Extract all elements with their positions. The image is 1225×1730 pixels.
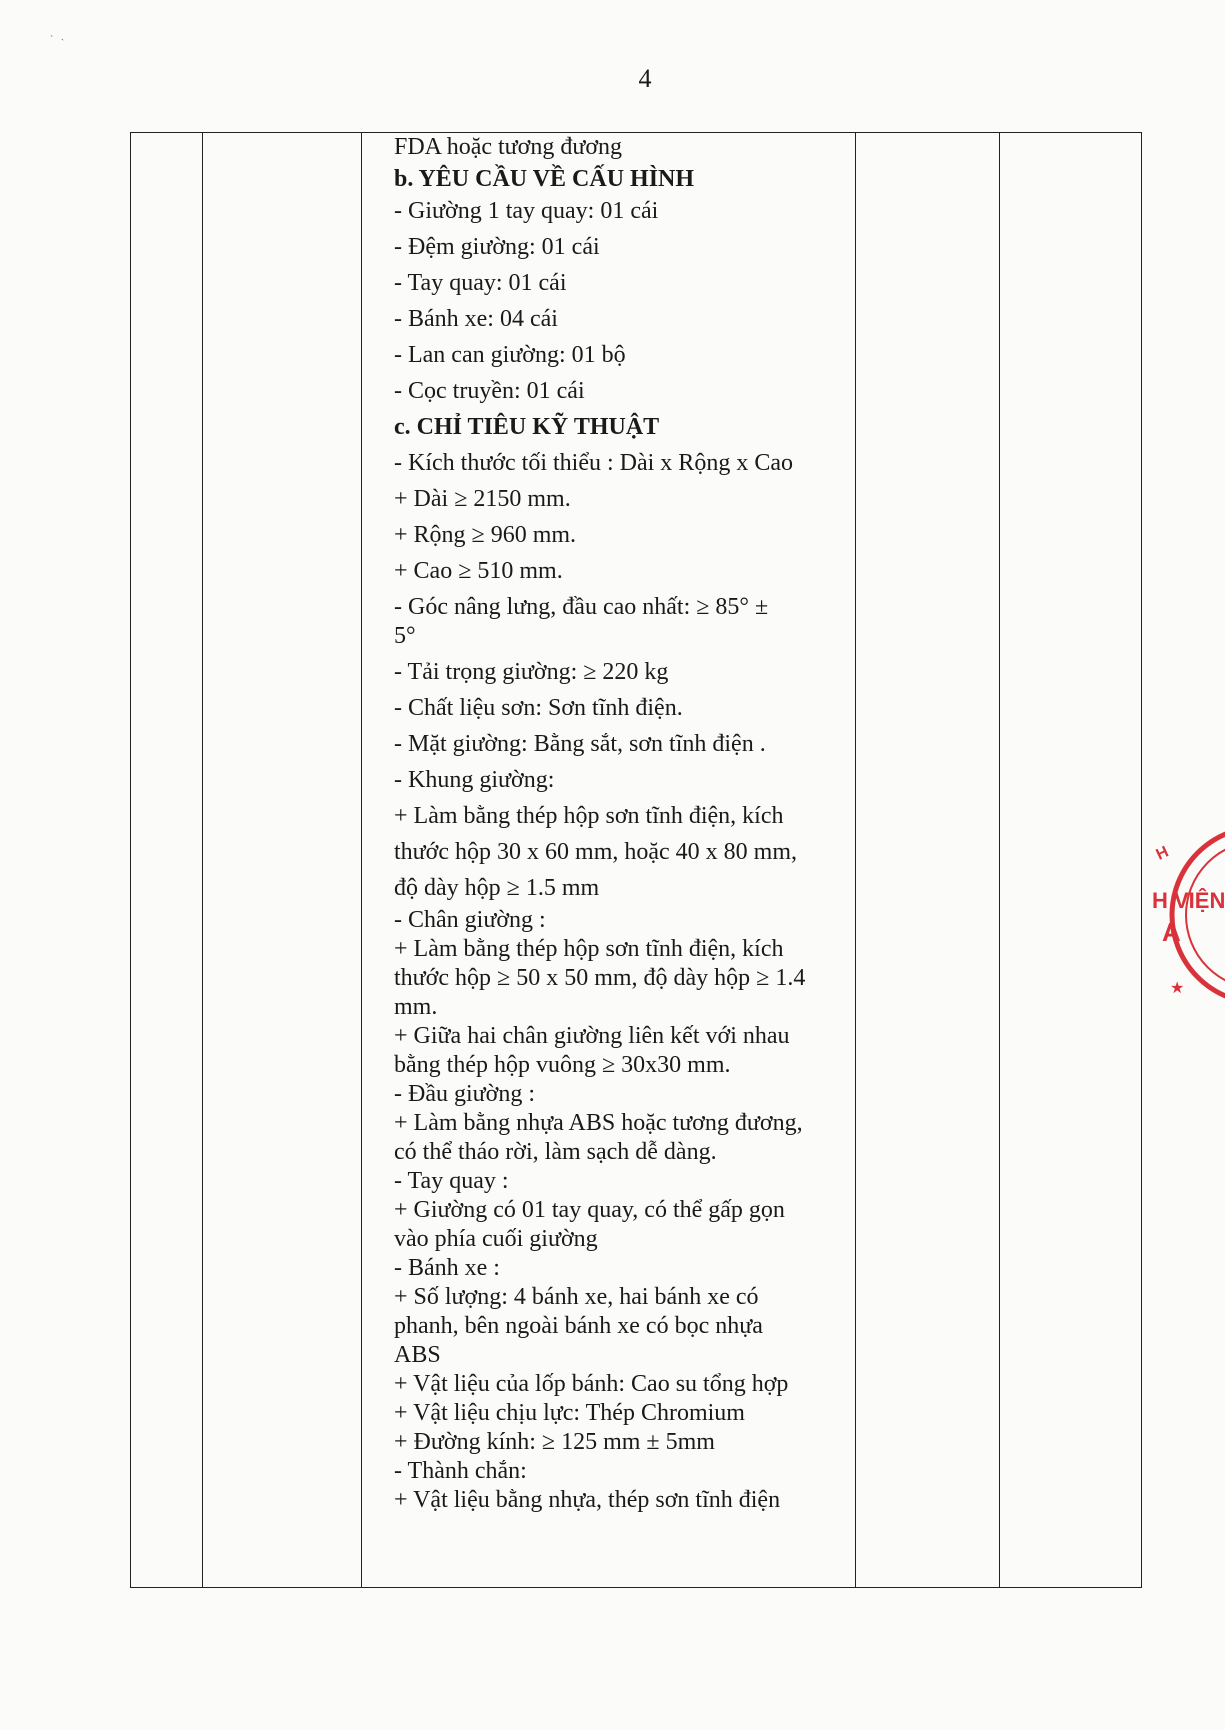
spec-line: - Thành chắn: (394, 1458, 527, 1484)
spec-line: FDA hoặc tương đương (394, 134, 623, 160)
spec-line: phanh, bên ngoài bánh xe có bọc nhựa (394, 1313, 763, 1339)
spec-line: - Tải trọng giường: ≥ 220 kg (394, 659, 669, 685)
spec-line: thước hộp ≥ 50 x 50 mm, độ dày hộp ≥ 1.4 (394, 965, 806, 991)
spec-line: + Số lượng: 4 bánh xe, hai bánh xe có (394, 1284, 759, 1310)
specification-table (130, 132, 1142, 1588)
spec-line: - Cọc truyền: 01 cái (394, 378, 585, 404)
spec-line: thước hộp 30 x 60 mm, hoặc 40 x 80 mm, (394, 839, 797, 865)
spec-line: + Làm bằng thép hộp sơn tĩnh điện, kích (394, 803, 784, 829)
spec-line: + Làm bằng nhựa ABS hoặc tương đương, (394, 1110, 803, 1136)
spec-line: + Rộng ≥ 960 mm. (394, 522, 577, 548)
spec-line: bằng thép hộp vuông ≥ 30x30 mm. (394, 1052, 731, 1078)
spec-line: - Mặt giường: Bằng sắt, sơn tĩnh điện . (394, 731, 766, 757)
spec-line: + Dài ≥ 2150 mm. (394, 486, 571, 512)
red-seal-stamp (1150, 815, 1225, 1015)
column-divider-4 (999, 133, 1000, 1587)
technical-spec-cell (384, 133, 864, 1515)
svg-text:H VIỆN: H VIỆN (1152, 888, 1225, 913)
spec-line: độ dày hộp ≥ 1.5 mm (394, 875, 600, 901)
spec-line: + Giường có 01 tay quay, có thể gấp gọn (394, 1197, 785, 1223)
spec-line: - Đầu giường : (394, 1081, 536, 1107)
spec-line: + Giữa hai chân giường liên kết với nhau (394, 1023, 790, 1049)
spec-line: + Cao ≥ 510 mm. (394, 558, 563, 584)
spec-line: mm. (394, 994, 438, 1020)
spec-line: + Vật liệu chịu lực: Thép Chromium (394, 1400, 745, 1426)
svg-text:H: H (1153, 843, 1172, 864)
svg-text:★: ★ (1170, 980, 1185, 997)
spec-line: - Chất liệu sơn: Sơn tĩnh điện. (394, 695, 683, 721)
spec-line: - Giường 1 tay quay: 01 cái (394, 198, 659, 224)
spec-line: + Đường kính: ≥ 125 mm ± 5mm (394, 1429, 715, 1455)
spec-line: có thể tháo rời, làm sạch dễ dàng. (394, 1139, 717, 1165)
spec-line: - Bánh xe : (394, 1255, 500, 1281)
spec-line: + Vật liệu của lốp bánh: Cao su tổng hợp (394, 1371, 789, 1397)
spec-line: - Tay quay : (394, 1168, 509, 1194)
column-divider-1 (202, 133, 203, 1587)
spec-line: - Tay quay: 01 cái (394, 270, 567, 296)
spec-line: - Khung giường: (394, 767, 555, 793)
spec-line: 5° (394, 623, 416, 649)
scan-specks: ˴ ˎ (50, 30, 65, 41)
spec-line: + Vật liệu bằng nhựa, thép sơn tĩnh điện (394, 1487, 781, 1513)
spec-line: - Kích thước tối thiểu : Dài x Rộng x Cao (394, 450, 793, 476)
spec-line: - Bánh xe: 04 cái (394, 306, 558, 332)
spec-line: vào phía cuối giường (394, 1226, 598, 1252)
section-heading: b. YÊU CẦU VỀ CẤU HÌNH (394, 166, 695, 192)
svg-text:A: A (1162, 917, 1181, 947)
column-divider-2 (361, 133, 362, 1587)
spec-line: - Góc nâng lưng, đầu cao nhất: ≥ 85° ± (394, 594, 769, 620)
page-number: 4 (638, 64, 652, 93)
spec-line: ABS (394, 1342, 441, 1368)
section-heading: c. CHỈ TIÊU KỸ THUẬT (394, 414, 660, 440)
spec-line: - Lan can giường: 01 bộ (394, 342, 626, 368)
spec-line: - Đệm giường: 01 cái (394, 234, 600, 260)
spec-line: + Làm bằng thép hộp sơn tĩnh điện, kích (394, 936, 784, 962)
spec-line: - Chân giường : (394, 907, 546, 933)
